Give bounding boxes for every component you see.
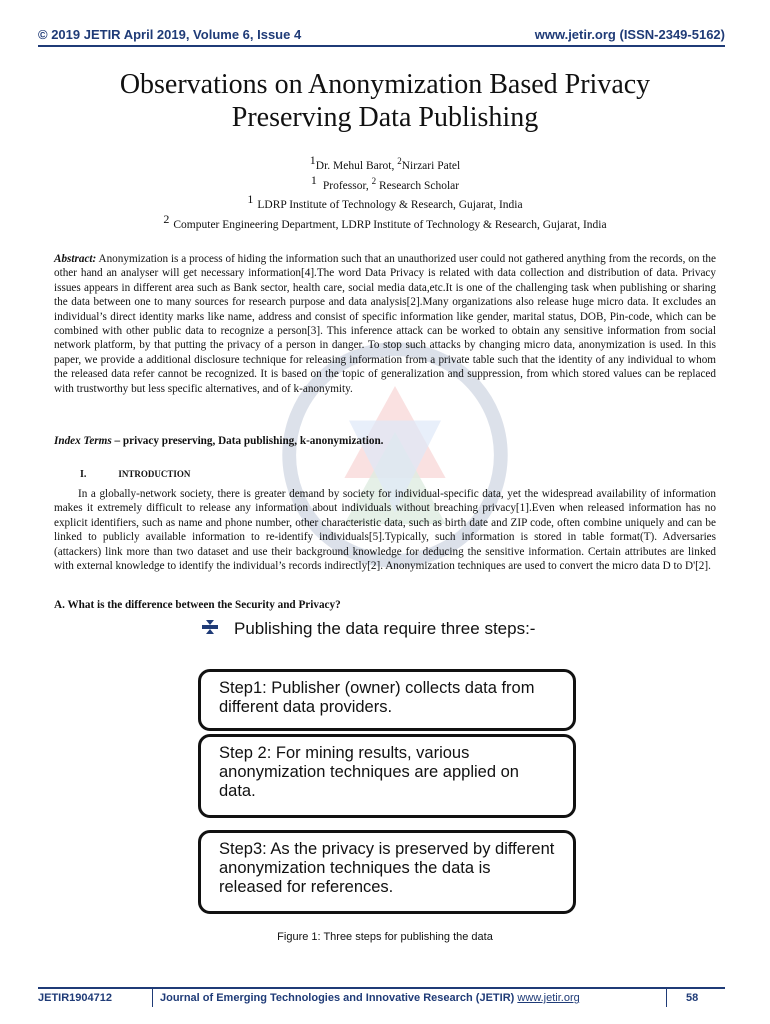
index-terms bbox=[54, 434, 716, 448]
title-line-1: Observations on Anonymization Based Privacy bbox=[119, 69, 651, 100]
diagram-heading: Publishing the data require three steps:- bbox=[202, 619, 535, 639]
index-terms-text: – privacy preserving, Data publishing, k-anonymization. bbox=[111, 435, 384, 447]
author-names: $^1$Dr. Mehul Barot, $^2$Nirzari Patel bbox=[309, 153, 461, 172]
abstract-text: Anonymization is a process of hiding the information such that an unauthorized user could not gathered anything from the records, on the other hand an analyser will get necessary information[4].The word Data Privacy is related with data collection and distribution of data. Privacy issues appears in different area such as Bank sector, health care, social media data,etc.It is one of the challenging task when publishing or sharing the data between one to many sources for research purpose and data analysis[2].Many organizations also release huge micro data. It excludes an individual’s direct identity marks like name, address and consist of specific information like gender, marital status, DOB, Pin-code, which can be combined with other public data to recognize a person[3]. This inference attack can be worked to obtain any sensitive information from social network platform, by that putting the privacy of a person in danger. To stop such attacks by changing micro data, anonymization is used. In this paper, we provide a additional disclosure technique for releasing information from a private table such that the identity of any individual to whom the released data refer cannot be recognized. It is based on the topic of generalization and suppression, from which stored values can be replaced with trustworthy but less specific alternatives, and of k-anonymity. bbox=[54, 253, 716, 395]
step-box-3: Step3: As the privacy is preserved by different anonymization techniques the data is released for references. bbox=[198, 830, 576, 914]
affiliation-1: $^1$ LDRP Institute of Technology & Research, Gujarat, India bbox=[247, 192, 523, 211]
abstract-label: Abstract: bbox=[54, 253, 97, 265]
figure-caption: Figure 1: Three steps for publishing the data bbox=[277, 931, 493, 943]
author-roles: $^1$ Professor, $^2$ Research Scholar bbox=[310, 173, 460, 192]
page-number: 58 bbox=[686, 992, 699, 1004]
footer-journal: Journal of Emerging Technologies and Innovative Research (JETIR) www.jetir.org bbox=[160, 992, 580, 1004]
footer-paper-id: JETIR1904712 bbox=[38, 992, 112, 1004]
header-journal-info: © 2019 JETIR April 2019, Volume 6, Issue 4 bbox=[38, 27, 302, 42]
subsection-heading-a: A. What is the difference between the Security and Privacy? bbox=[54, 599, 341, 611]
abstract bbox=[54, 252, 716, 396]
footer-separator bbox=[666, 989, 667, 1007]
title-line-2: Preserving Data Publishing bbox=[231, 102, 539, 133]
introduction-text: In a globally-network society, there is greater demand by society for individual-specific data, yet the widespread availability of information makes it extremely difficult to release any information about individuals without breaching privacy[1].Even when released information has no explicit identifiers, such as name and phone number, other characteristic data, such as birth date and ZIP code, often combine uniquely and can be linked to publicly available information to re-identify individuals[5].Typically, such information is stored in table format(T). Adversaries (attackers) link more than two dataset and use their background knowledge for deducing the sensitive information. Certain attributes are linked with external knowledge to identify the individual’s records indirectly[2]. Anonymization techniques are used to convert the micro data D to D'[2]. bbox=[54, 488, 716, 573]
step-box-1: Step1: Publisher (owner) collects data from different data providers. bbox=[198, 669, 576, 731]
footer-divider bbox=[38, 987, 725, 989]
paper-title bbox=[40, 68, 730, 134]
footer-website-link[interactable]: www.jetir.org bbox=[517, 992, 580, 1004]
index-terms-label: Index Terms bbox=[54, 435, 112, 447]
arrow-bullet-icon bbox=[202, 619, 220, 639]
header-divider bbox=[38, 45, 725, 47]
footer-separator bbox=[152, 989, 153, 1007]
affiliation-2: $^2$ Computer Engineering Department, LDRP Institute of Technology & Research, Gujarat, India bbox=[163, 212, 607, 231]
section-heading-intro: I. INTRODUCTION bbox=[80, 469, 191, 480]
header-website: www.jetir.org (ISSN-2349-5162) bbox=[534, 27, 725, 42]
step-box-2: Step 2: For mining results, various anonymization techniques are applied on data. bbox=[198, 734, 576, 818]
